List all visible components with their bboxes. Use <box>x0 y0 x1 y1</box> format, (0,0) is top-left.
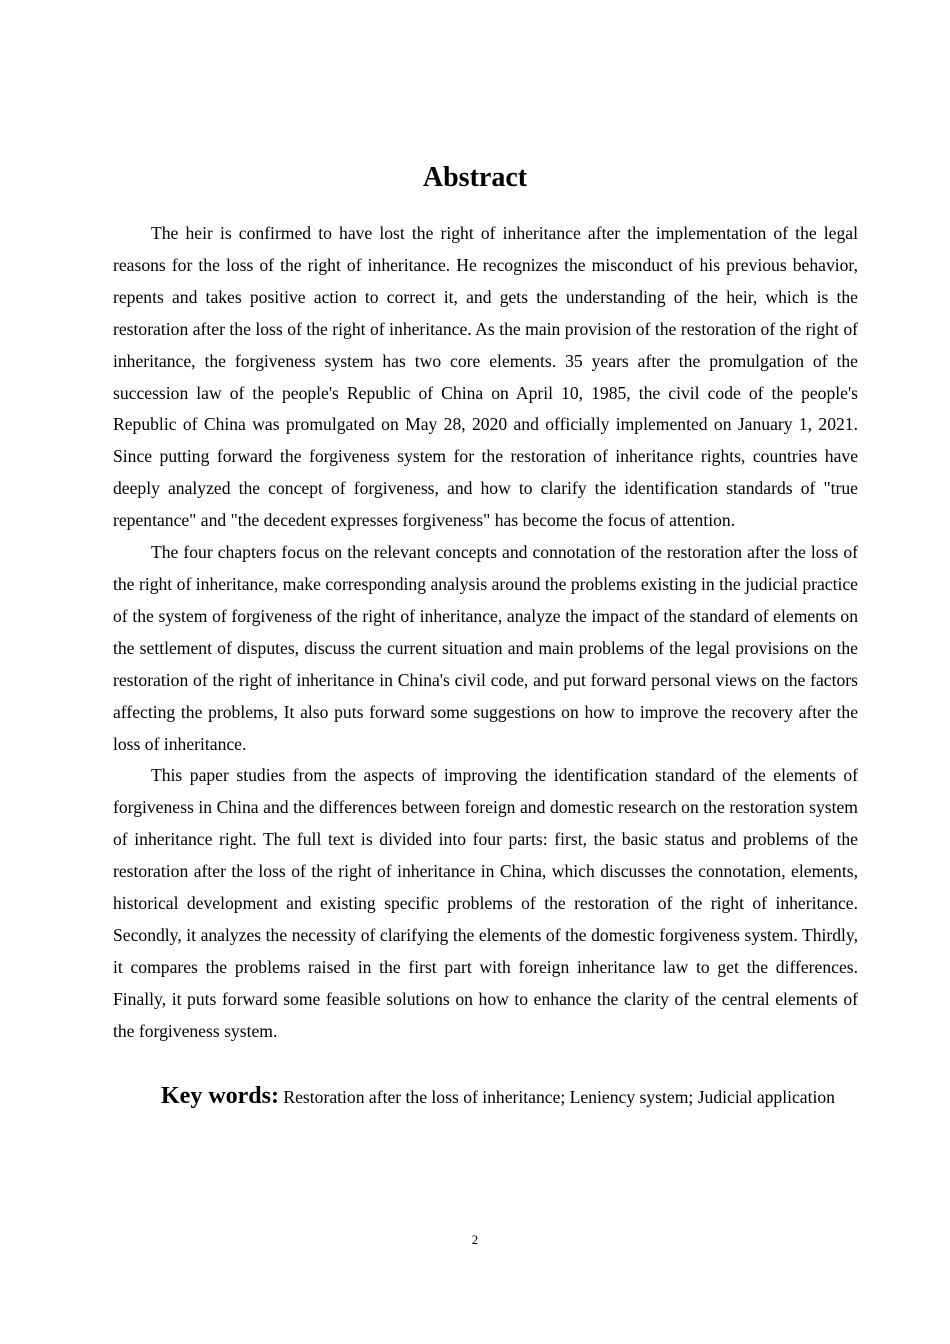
abstract-body <box>113 218 858 1048</box>
abstract-paragraph-2: The four chapters focus on the relevant concepts and connotation of the restoration after the loss of the right of inheritance, make corresponding analysis around the problems existing in the judicial practice of the system of forgiveness of the right of inheritance, analyze the impact of the standard of elements on the settlement of disputes, discuss the current situation and main problems of the legal provisions on the restoration of the right of inheritance in China's civil code, and put forward personal views on the factors affecting the problems, It also puts forward some suggestions on how to improve the recovery after the loss of inheritance. <box>113 542 858 754</box>
keywords-line <box>113 1081 858 1112</box>
keywords-text: Restoration after the loss of inheritance; Leniency system; Judicial application <box>283 1087 835 1107</box>
keywords-label: Key words: <box>161 1083 279 1109</box>
abstract-paragraph-3: This paper studies from the aspects of improving the identification standard of the elements of forgiveness in China and the differences between foreign and domestic research on the restoration system of inheritance right. The full text is divided into four parts: first, the basic status and problems of the restoration after the loss of the right of inheritance in China, which discusses the connotation, elements, historical development and existing specific problems of the restoration of the right of inheritance. Secondly, it analyzes the necessity of clarifying the elements of the domestic forgiveness system. Thirdly, it compares the problems raised in the first part with foreign inheritance law to get the differences. Finally, it puts forward some feasible solutions on how to enhance the clarity of the central elements of the forgiveness system. <box>113 765 858 1041</box>
abstract-title: Abstract <box>422 162 528 193</box>
abstract-paragraph-1: The heir is confirmed to have lost the right of inheritance after the implementation of the legal reasons for the loss of the right of inheritance. He recognizes the misconduct of his previous behavior, repents and takes positive action to correct it, and gets the understanding of the heir, which is the restoration after the loss of the right of inheritance. As the main provision of the restoration of the right of inheritance, the forgiveness system has two core elements. 35 years after the promulgation of the succession law of the people's Republic of China on April 10, 1985, the civil code of the people's Republic of China was promulgated on May 28, 2020 and officially implemented on January 1, 2021. Since putting forward the forgiveness system for the restoration of inheritance rights, countries have deeply analyzed the concept of forgiveness, and how to clarify the identification standards of "true repentance" and "the decedent expresses forgiveness" has become the focus of attention. <box>113 223 858 531</box>
page-number: 2 <box>471 1232 479 1247</box>
